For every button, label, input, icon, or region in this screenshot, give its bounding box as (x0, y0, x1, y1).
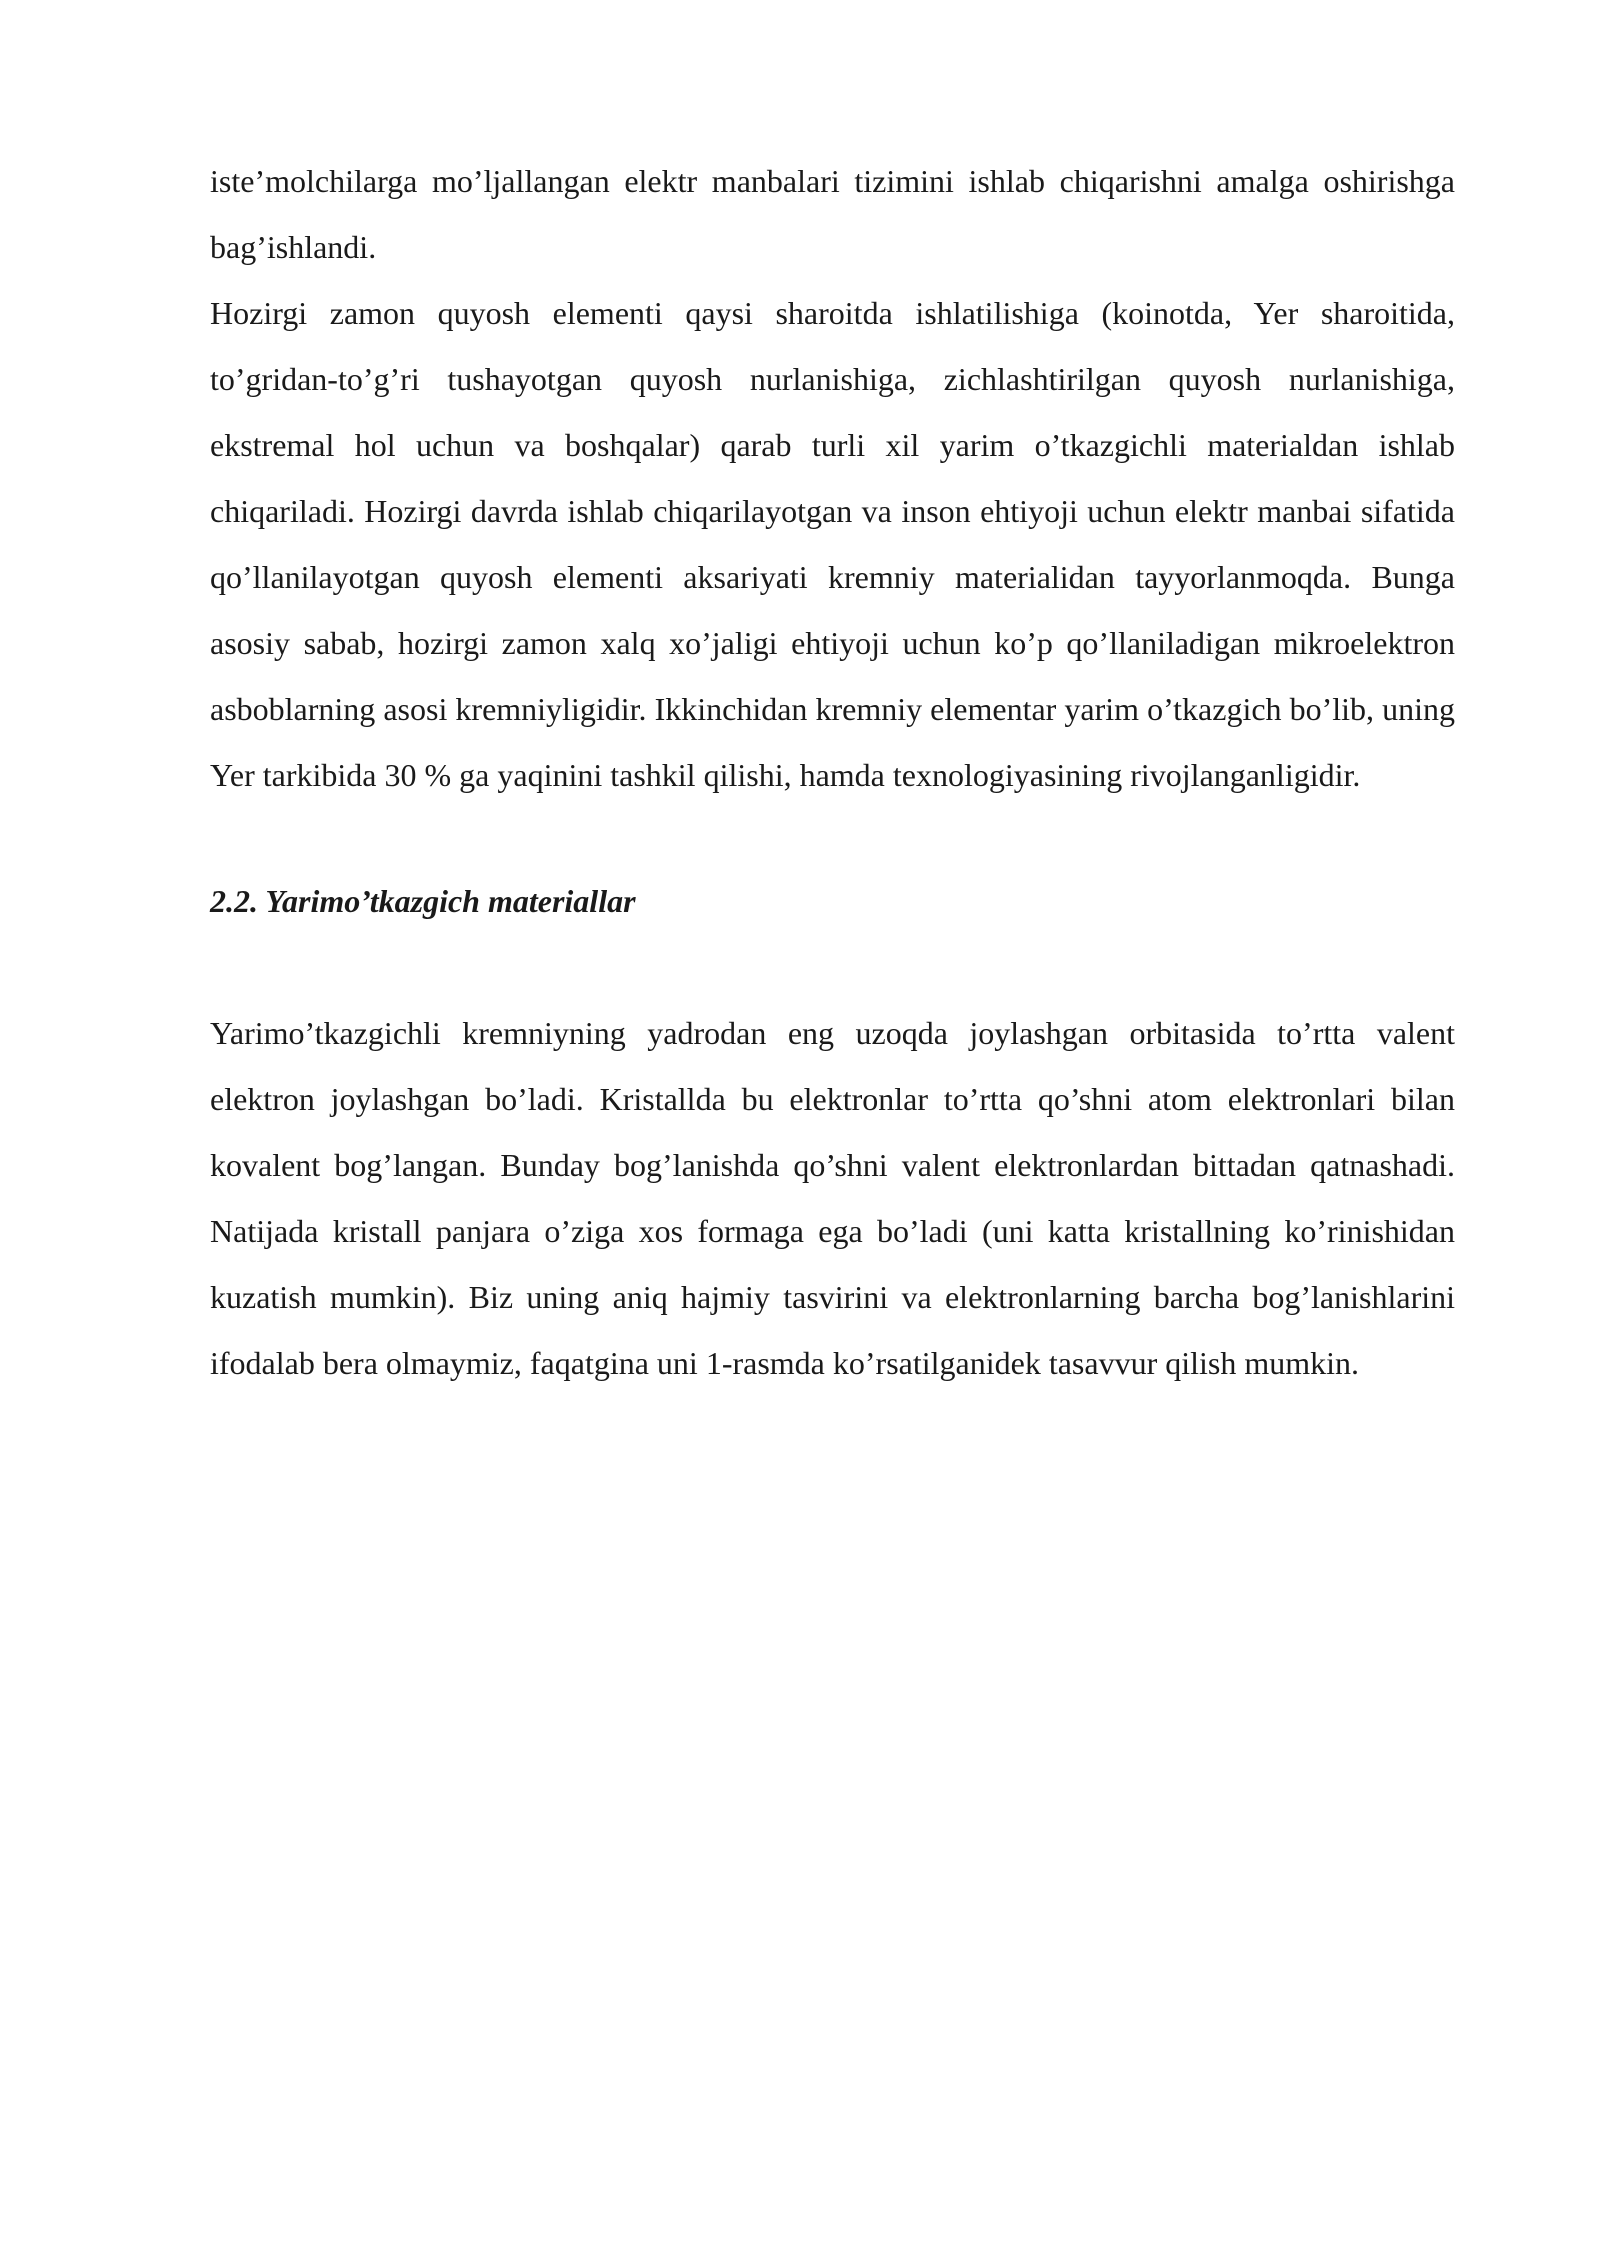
paragraph-continuation: iste’molchilarga mo’ljallangan elektr manbalari tizimini ishlab chiqarishni amalga oshirishga bag’ishlandi. (210, 163, 1455, 265)
section-heading: 2.2. Yarimo’tkazgich materiallar (210, 883, 636, 919)
paragraph-solar-cell-materials: Hozirgi zamon quyosh elementi qaysi sharoitda ishlatilishiga (koinotda, Yer sharoitida, to’gridan-to’g’ri tushayotgan quyosh nurlanishiga, zichlashtirilgan quyosh nurlanishiga, ekstremal hol uchun va boshqalar) qarab turli xil yarim o’tkazgichli materialdan ishlab chiqariladi. Hozirgi davrda ishlab chiqarilayotgan va inson ehtiyoji uchun elektr manbai sifatida qo’llanilayotgan quyosh elementi aksariyati kremniy materialidan tayyorlanmoqda. Bunga asosiy sabab, hozirgi zamon xalq xo’jaligi ehtiyoji uchun ko’p qo’llaniladigan mikroelektron asboblarning asosi kremniyligidir. Ikkinchidan kremniy elementar yarim o’tkazgich bo’lib, uning Yer tarkibida 30 % ga yaqinini tashkil qilishi, hamda texnologiyasining rivojlanganligidir. (210, 295, 1455, 793)
document-page (210, 148, 1455, 1396)
paragraph-silicon-crystal: Yarimo’tkazgichli kremniyning yadrodan eng uzoqda joylashgan orbitasida to’rtta valent elektron joylashgan bo’ladi. Kristallda bu elektronlar to’rtta qo’shni atom elektronlari bilan kovalent bog’langan. Bunday bog’lanishda qo’shni valent elektronlardan bittadan qatnashadi. Natijada kristall panjara o’ziga xos formaga ega bo’ladi (uni katta kristallning ko’rinishidan kuzatish mumkin). Biz uning aniq hajmiy tasvirini va elektronlarning barcha bog’lanishlarini ifodalab bera olmaymiz, faqatgina uni 1-rasmda ko’rsatilganidek tasavvur qilish mumkin. (210, 1015, 1455, 1381)
